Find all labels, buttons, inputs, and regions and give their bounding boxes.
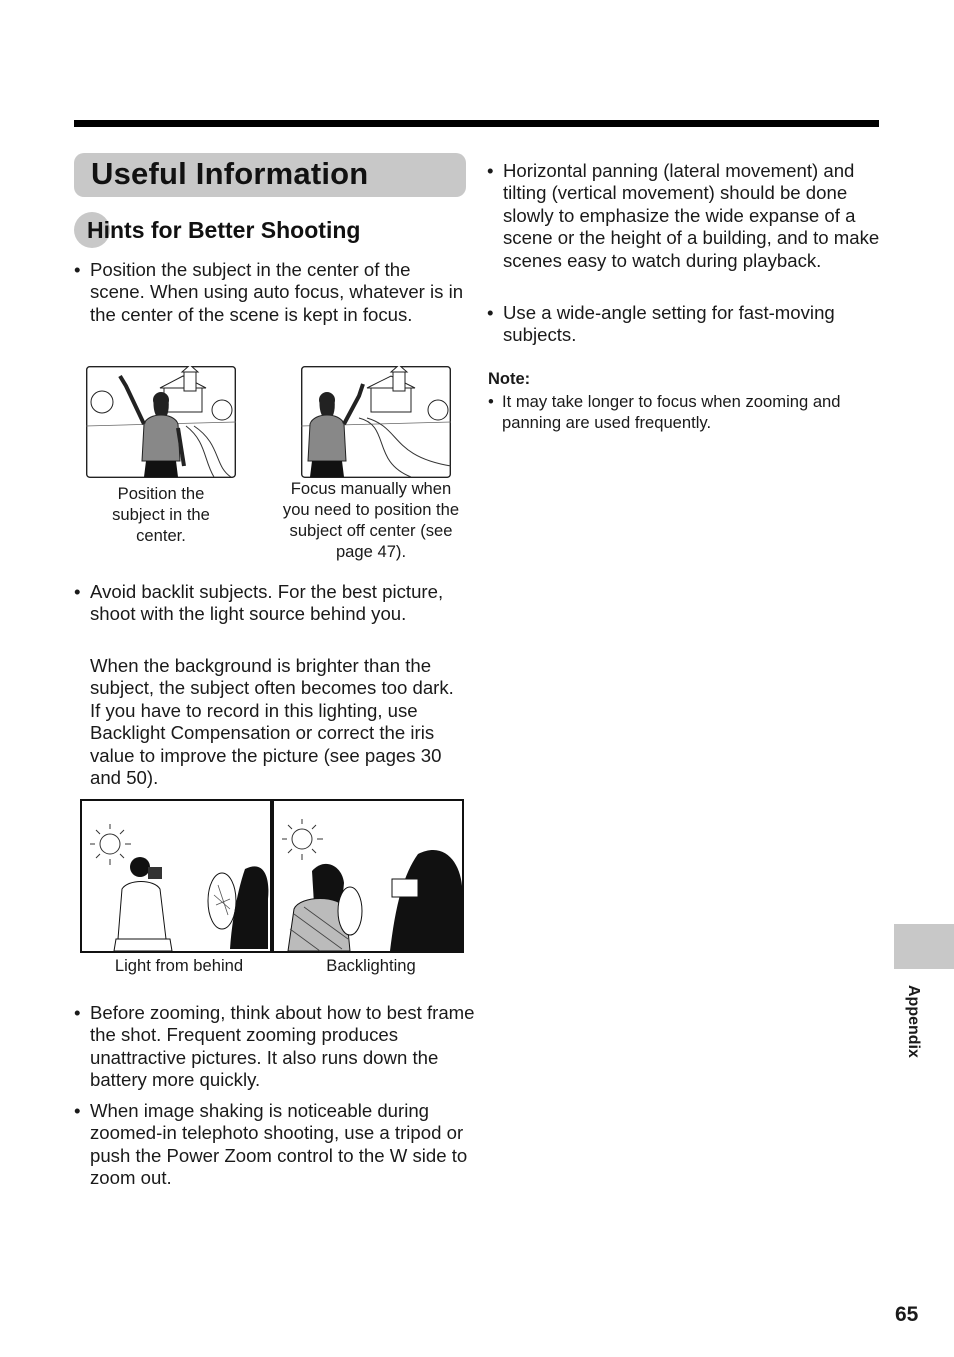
bullet-wide-angle (487, 302, 881, 347)
bullet-dot: • (488, 392, 494, 411)
bullet-text: Horizontal panning (lateral movement) and tilting (vertical movement) should be done slowly to emphasize the wide expanse of a scene or the height of a building, and to make scenes easy to watch during playback. (503, 160, 880, 271)
illustration-subject-centered (86, 366, 236, 478)
bullet-dot: • (74, 1002, 81, 1023)
note-text: It may take longer to focus when zooming and panning are used frequently. (502, 392, 841, 432)
note-title: Note: (488, 370, 531, 388)
bullet-panning (487, 160, 881, 272)
subsection-title: Hints for Better Shooting (87, 217, 361, 243)
section-title-bar (74, 153, 466, 197)
page-number: 65 (895, 1303, 919, 1326)
illustration-subject-off-center (301, 366, 451, 478)
bullet-zooming (74, 1002, 482, 1092)
bullet-dot: • (74, 581, 81, 602)
bullet-dot: • (487, 302, 494, 323)
caption-light-behind: Light from behind (114, 956, 244, 975)
bullet-text: Before zooming, think about how to best frame the shot. Frequent zooming produces unattractive pictures. It also runs down the battery more quickly. (90, 1002, 475, 1091)
backlight-paragraph: When the background is brighter than the subject, the subject often becomes too dark. If you have to record in this lighting, use Backlight Compensation or correct the iris value to improve the picture (see pages 30 and 50). (90, 655, 454, 789)
note-bullet (488, 391, 882, 433)
section-title: Useful Information (91, 156, 369, 191)
side-tab-text: Appendix (905, 985, 922, 1058)
side-tab-marker (894, 924, 954, 969)
bullet-image-shaking (74, 1100, 474, 1190)
side-tab-label (897, 985, 947, 1065)
caption-centered: Position the subject in the center. (112, 484, 210, 545)
illustration-lighting-comparison (80, 799, 465, 954)
caption-off-center: Focus manually when you need to position the subject off center (see page 47). (282, 479, 460, 561)
bullet-dot: • (74, 1100, 81, 1121)
bullet-backlit (74, 581, 480, 626)
bullet-dot: • (487, 160, 494, 181)
bullet-dot: • (74, 259, 81, 280)
bullet-text: When image shaking is noticeable during zoomed-in telephoto shooting, use a tripod or push the Power Zoom control to the W side to zoom out. (90, 1100, 468, 1189)
bullet-text: Use a wide-angle setting for fast-moving subjects. (503, 302, 835, 346)
caption-backlighting: Backlighting (326, 956, 416, 975)
top-rule (74, 120, 879, 127)
bullet-center-subject (74, 259, 468, 326)
bullet-text: Position the subject in the center of the scene. When using auto focus, whatever is in the center of the scene is kept in focus. (90, 259, 464, 325)
bullet-text: Avoid backlit subjects. For the best picture, shoot with the light source behind you. (90, 581, 444, 625)
